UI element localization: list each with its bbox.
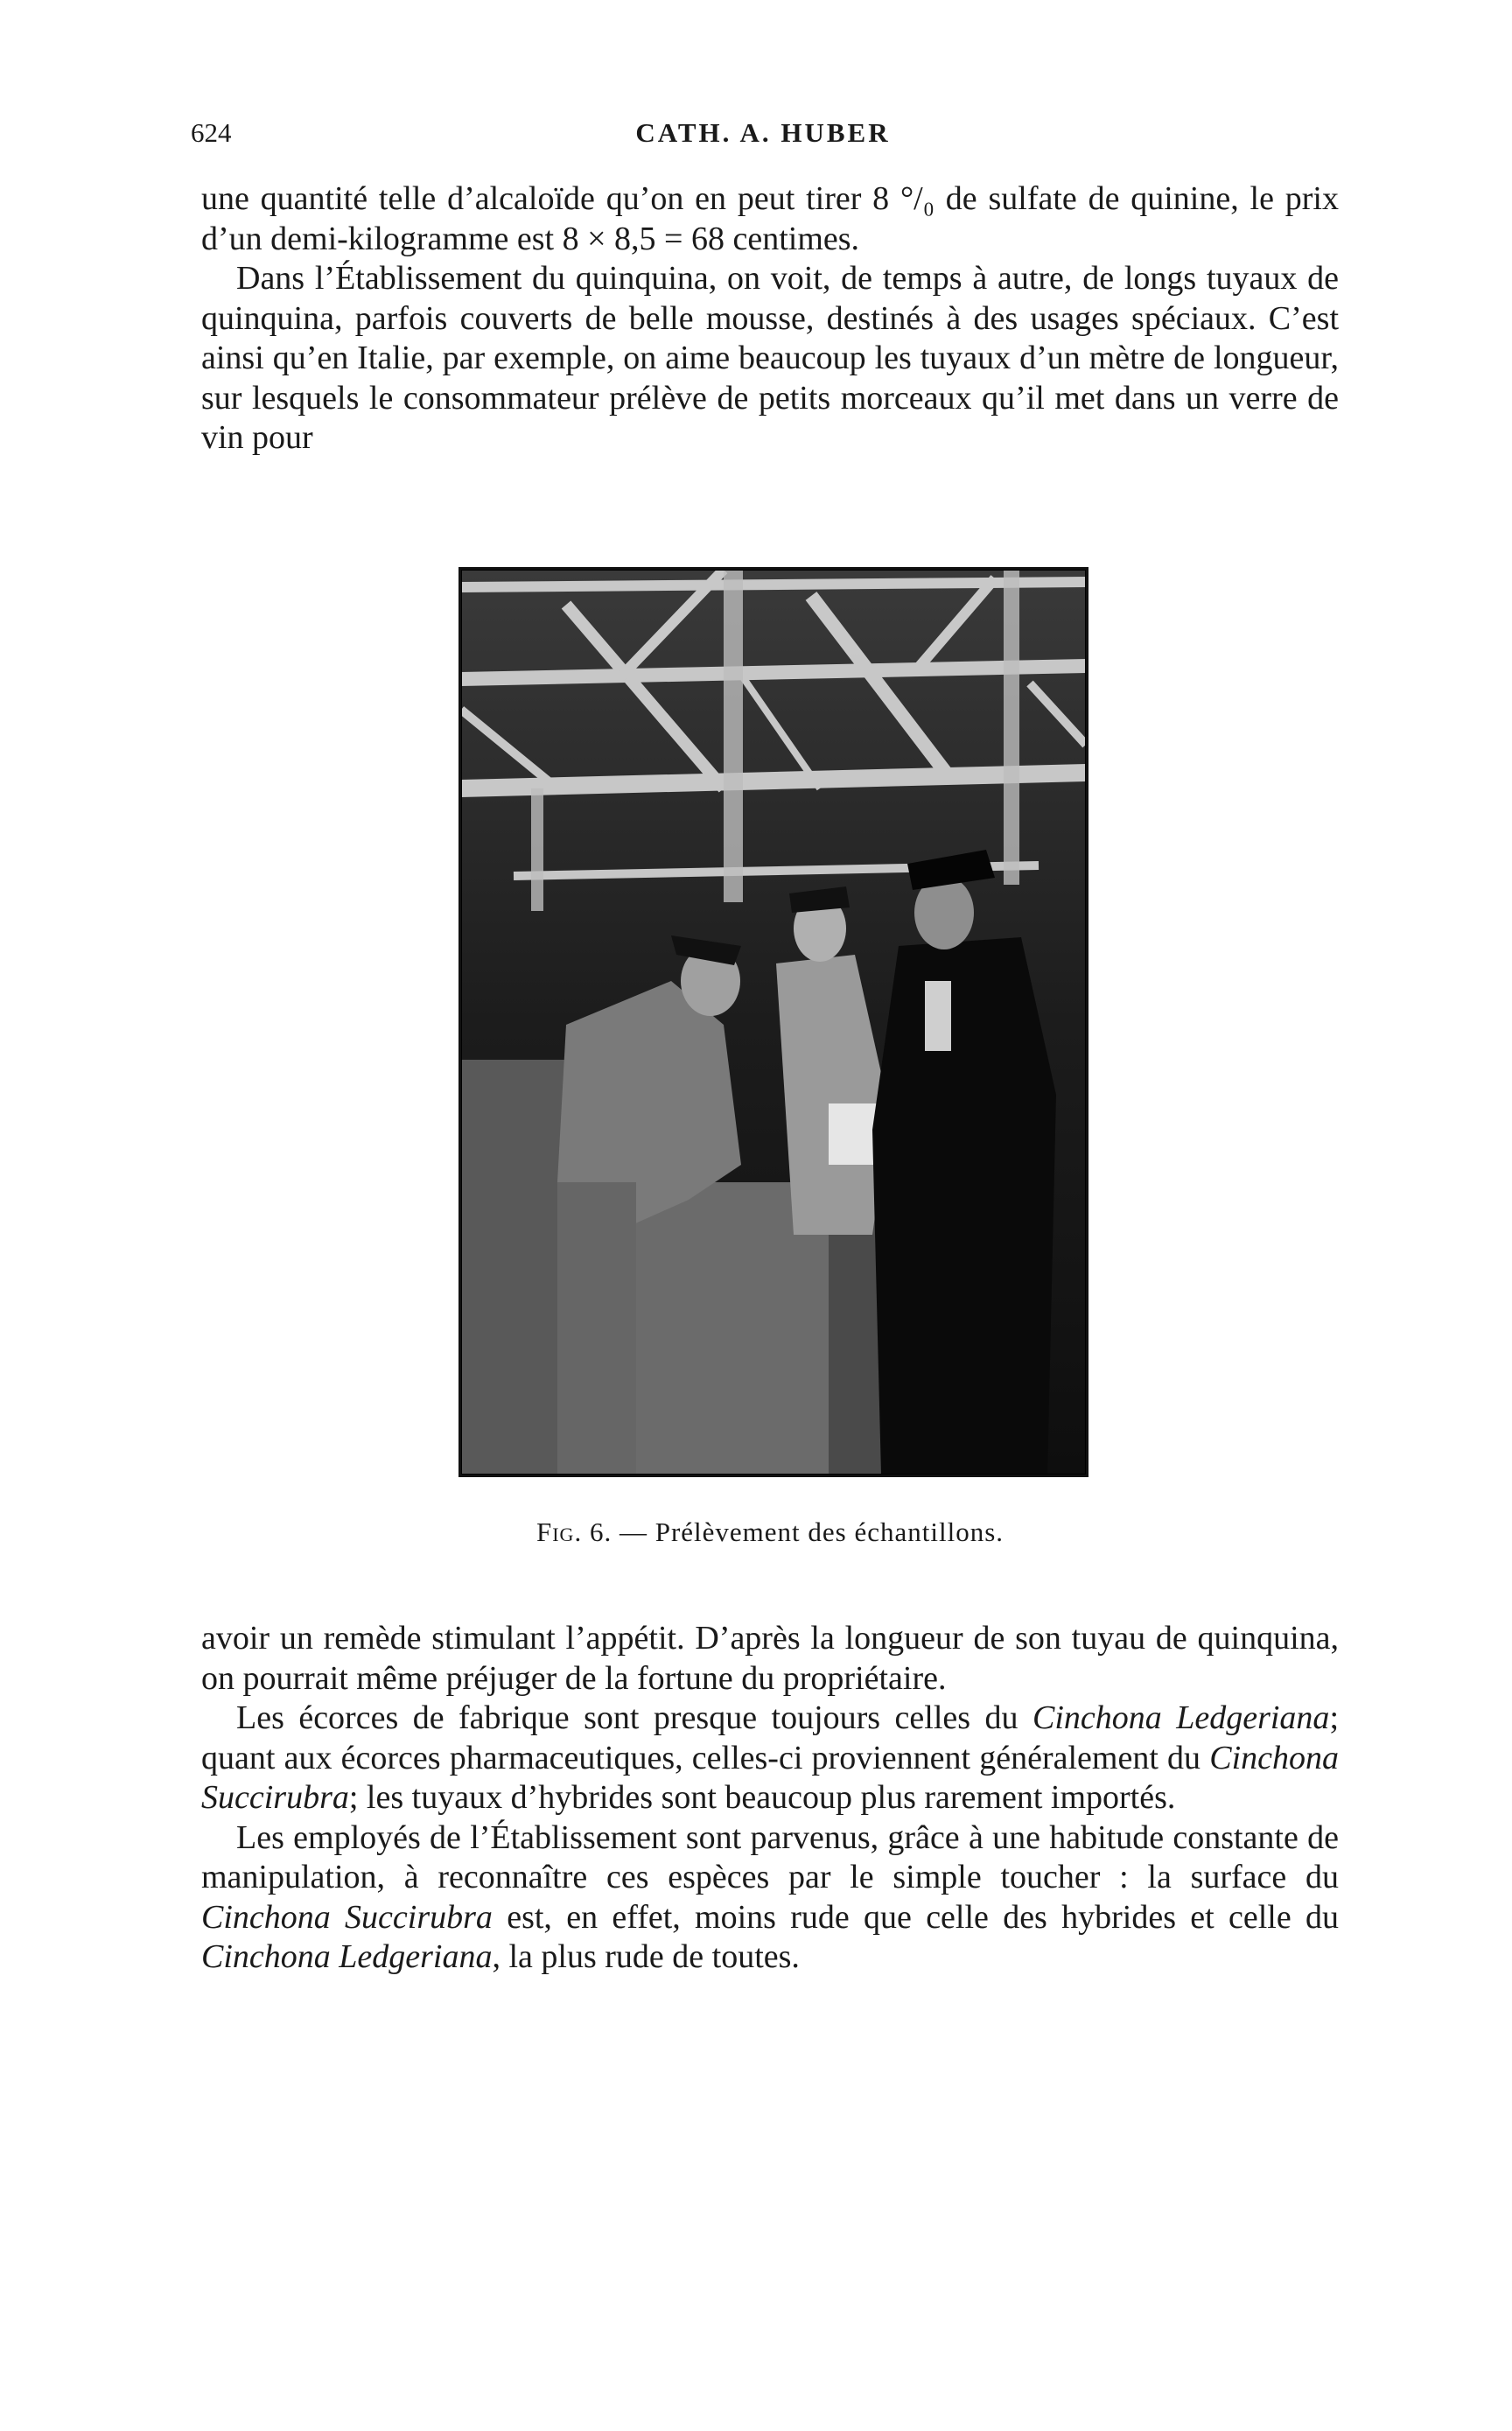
figure-caption [201,1517,1339,1548]
text-run: Les employés de l’Établissement sont parvenus, grâce à une habitude constante de manipulation, à reconnaître ces espèces par le simple toucher : la surface du [201,1818,1339,1895]
text-run: , la plus rude de toutes. [492,1938,800,1975]
species-name: Cinchona Ledgeriana [201,1938,493,1975]
text-run: ; les tuyaux d’hybrides sont beaucoup plus rarement importés. [348,1779,1176,1816]
paragraph-continued-bottom: avoir un remède stimulant l’appétit. D’après la longueur de son tuyau de quinquina, on pourrait même préjuger de la fortune du propriétaire. [201,1620,1339,1697]
paragraph-tuyaux: Dans l’Établissement du quinquina, on voit, de temps à autre, de longs tuyaux de quinquina, parfois couverts de belle mousse, destinés à des usages spéciaux. C’est ainsi qu’en Italie, par exemple, on aime beaucoup les tuyaux d’un mètre de longueur, sur lesquels le consommateur prélève de petits morceaux qu’il met dans un verre de vin pour [201,260,1339,456]
page-number: 624 [191,117,232,148]
text-run: Les écorces de fabrique sont presque toujours celles du [236,1699,1032,1736]
figure-photograph [458,567,1088,1477]
text-run: est, en effet, moins rude que celle des hybrides et celle du [492,1898,1339,1936]
paragraph-employes [201,1818,1339,1978]
species-name: Cinchona Succirubra [201,1898,493,1936]
figure-label: Fig. 6. [536,1517,612,1547]
species-name: Cinchona Ledgeriana [1032,1699,1330,1736]
paragraph-continued: une quantité telle d’alcaloïde qu’on en peut tirer 8 °/₀ de sulfate de quinine, le prix d’un demi-kilogramme est 8 × 8,5 = 68 centimes. [201,180,1339,257]
page-header [191,117,1335,152]
body-text-top [201,179,1339,459]
species-name: Cinchona Succirubra [201,1739,1339,1816]
paragraph-ecorces [201,1699,1339,1818]
body-text-bottom [201,1619,1339,1978]
text-run: ; quant aux écorces pharmaceutiques, celles-ci proviennent généralement du [201,1699,1339,1776]
running-head: CATH. A. HUBER [635,117,891,148]
figure-caption-text: Prélèvement des échantillons. [654,1517,1004,1547]
figure-caption-dash: — [612,1517,655,1547]
sampling-photo-illustration [461,570,1086,1475]
